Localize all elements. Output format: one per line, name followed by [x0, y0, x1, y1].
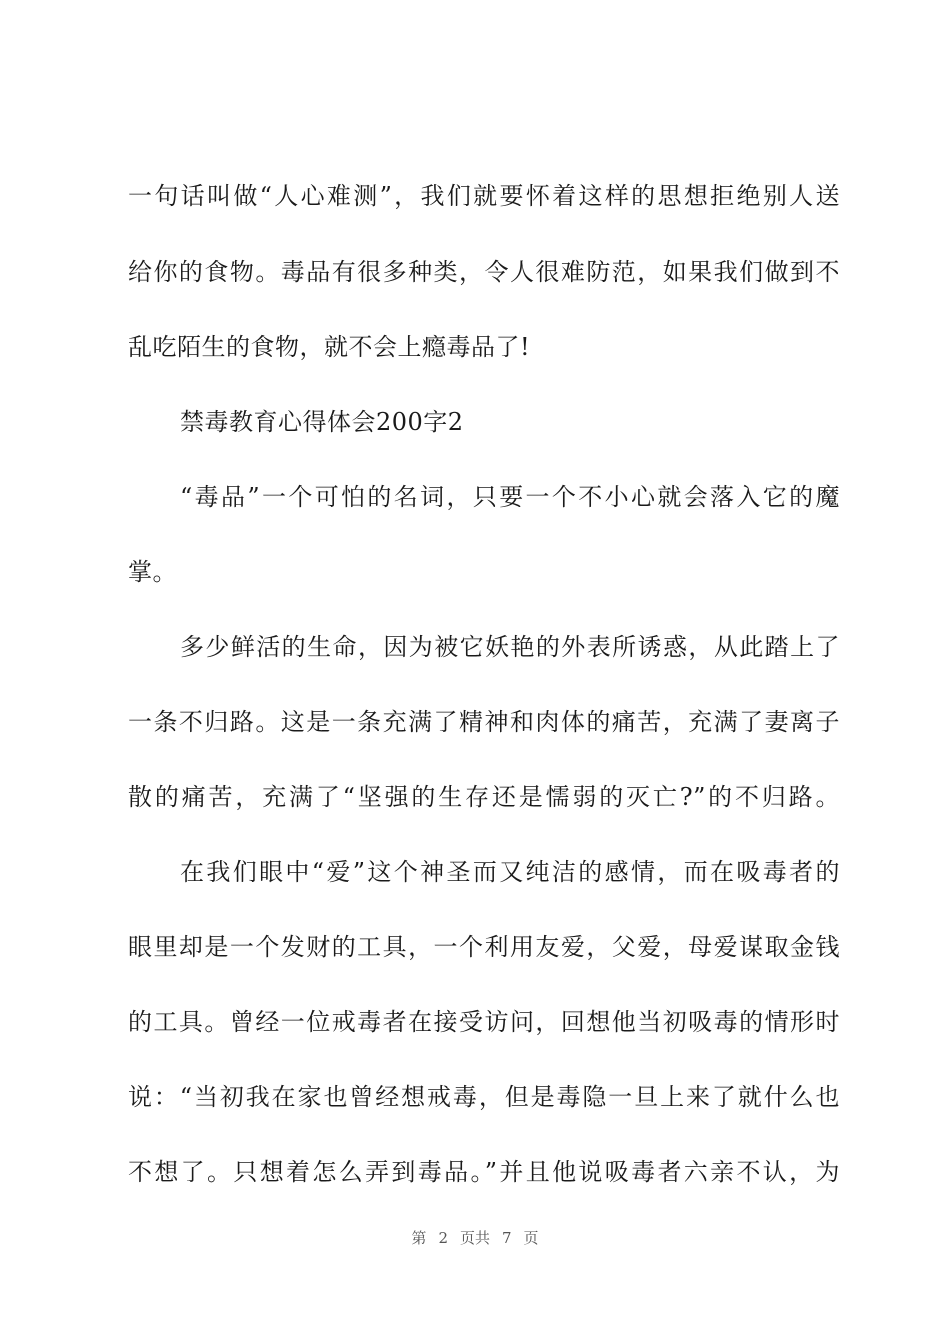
paragraph-line: 多少鲜活的生命，因为被它妖艳的外表所诱惑，从此踏上了	[180, 633, 840, 661]
paragraph-line: 在我们眼中“爱”这个神圣而又纯洁的感情，而在吸毒者的	[180, 858, 840, 886]
page-footer	[0, 1228, 950, 1248]
footer-prefix: 第	[411, 1229, 427, 1247]
paragraph-line: 给你的食物。毒品有很多种类，令人很难防范，如果我们做到不	[128, 258, 840, 286]
paragraph-line: 掌。	[128, 558, 177, 586]
section-heading: 禁毒教育心得体会200字2	[180, 408, 464, 436]
paragraph-line: 散的痛苦，充满了“坚强的生存还是懦弱的灭亡?”的不归路。	[128, 783, 840, 811]
paragraph-line: 乱吃陌生的食物，就不会上瘾毒品了!	[128, 333, 531, 361]
paragraph-line: 一条不归路。这是一条充满了精神和肉体的痛苦，充满了妻离子	[128, 708, 840, 736]
footer-suffix: 页	[523, 1229, 539, 1247]
footer-page-number: 2	[438, 1229, 448, 1247]
footer-middle: 页共	[459, 1229, 490, 1247]
paragraph-line: 说：“当初我在家也曾经想戒毒，但是毒隐一旦上来了就什么也	[128, 1083, 840, 1111]
paragraph-line: 眼里却是一个发财的工具，一个利用友爱，父爱，母爱谋取金钱	[128, 933, 840, 961]
paragraph-line: “毒品”一个可怕的名词，只要一个不小心就会落入它的魔	[180, 483, 840, 511]
paragraph-line: 一句话叫做“人心难测”，我们就要怀着这样的思想拒绝别人送	[128, 182, 840, 210]
paragraph-line: 的工具。曾经一位戒毒者在接受访问，回想他当初吸毒的情形时	[128, 1008, 840, 1036]
paragraph-line: 不想了。只想着怎么弄到毒品。”并且他说吸毒者六亲不认，为	[128, 1158, 840, 1186]
footer-total-pages: 7	[502, 1229, 512, 1247]
